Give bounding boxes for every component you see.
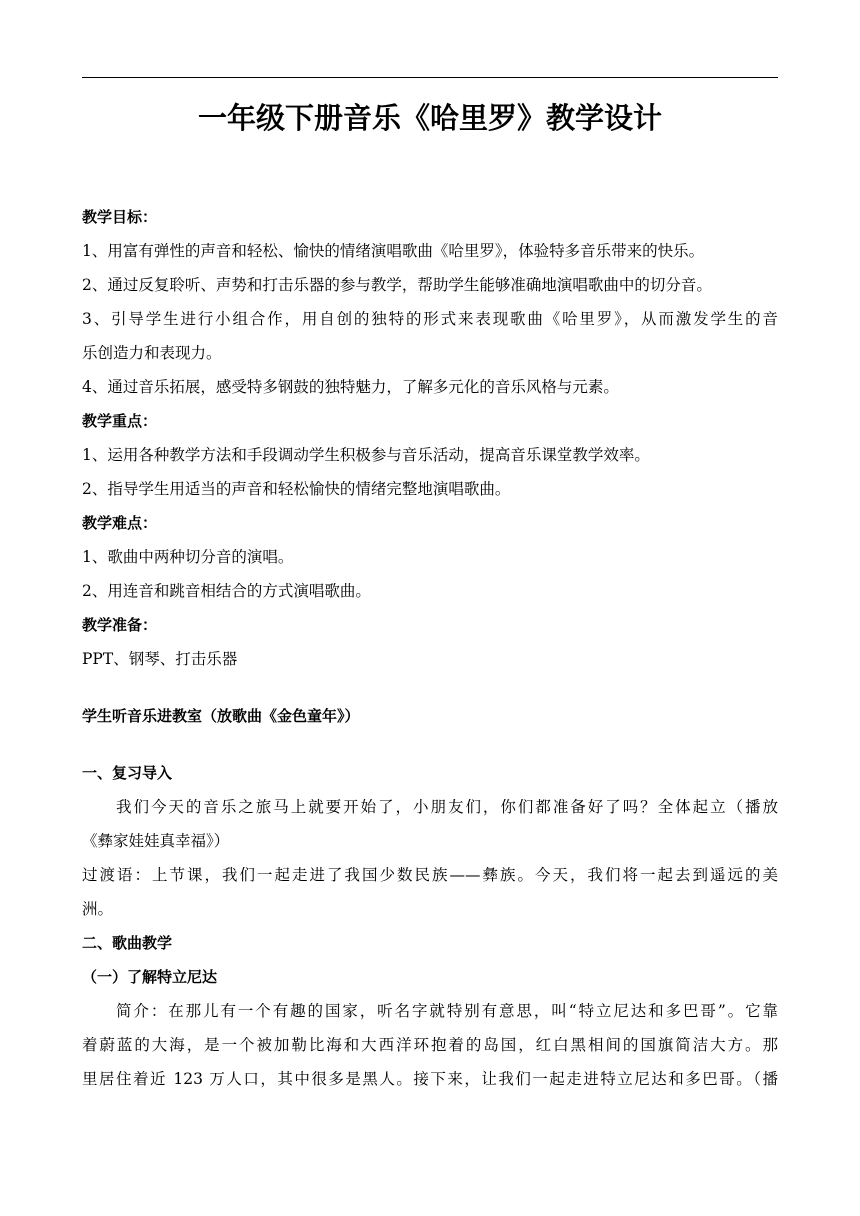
- header-rule: [82, 77, 778, 78]
- difficulties-heading: 教学难点：: [82, 514, 158, 532]
- difficulty-item-1: 1、歌曲中两种切分音的演唱。: [82, 548, 294, 566]
- section-1-heading: 一、复习导入: [82, 764, 173, 782]
- goal-item-4: 4、通过音乐拓展，感受特多钢鼓的独特魅力，了解多元化的音乐风格与元素。: [82, 378, 619, 396]
- goals-heading: 教学目标：: [82, 208, 158, 226]
- key-point-item-1: 1、运用各种教学方法和手段调动学生积极参与音乐活动，提高音乐课堂教学效率。: [82, 446, 650, 464]
- key-points-heading: 教学重点：: [82, 412, 158, 430]
- paragraph-line: 《彝家娃娃真幸福》）: [82, 832, 230, 850]
- preparation-heading: 教学准备：: [82, 616, 158, 634]
- goal-item-3-continued: 乐创造力和表现力。: [82, 344, 222, 362]
- paragraph-line: 里居住着近 123 万人口，其中很多是黑人。接下来，让我们一起走进特立尼达和多巴哥。（播: [82, 1070, 778, 1088]
- paragraph-line: 简介：在那儿有一个有趣的国家，听名字就特别有意思，叫“特立尼达和多巴哥”。它靠: [116, 1002, 778, 1020]
- subsection-1-heading: （一）了解特立尼达: [82, 968, 218, 986]
- paragraph-line: 着蔚蓝的大海，是一个被加勒比海和大西洋环抱着的岛国，红白黑相间的国旗简洁大方。那: [82, 1036, 778, 1054]
- preparation-text: PPT、钢琴、打击乐器: [82, 650, 238, 668]
- entry-heading: 学生听音乐进教室（放歌曲《金色童年》）: [82, 707, 360, 725]
- goal-item-2: 2、通过反复聆听、声势和打击乐器的参与教学，帮助学生能够准确地演唱歌曲中的切分音。: [82, 276, 712, 294]
- paragraph-line: 过渡语：上节课，我们一起走进了我国少数民族——彝族。今天，我们将一起去到遥远的美: [82, 866, 778, 884]
- spacer: [82, 676, 778, 699]
- spacer: [82, 733, 778, 756]
- paragraph-line: 洲。: [82, 900, 114, 918]
- key-point-item-2: 2、指导学生用适当的声音和轻松愉快的情绪完整地演唱歌曲。: [82, 480, 511, 498]
- section-1-paragraph: [82, 790, 778, 858]
- transition-paragraph: [82, 858, 778, 926]
- paragraph-line: 我们今天的音乐之旅马上就要开始了，小朋友们，你们都准备好了吗？全体起立（播放: [116, 798, 778, 816]
- section-2-heading: 二、歌曲教学: [82, 934, 173, 952]
- subsection-1-paragraph: [82, 994, 778, 1096]
- document-body: [82, 200, 778, 1096]
- goal-item-3: 3、引导学生进行小组合作，用自创的独特的形式来表现歌曲《哈里罗》，从而激发学生的音: [82, 310, 778, 328]
- difficulty-item-2: 2、用连音和跳音相结合的方式演唱歌曲。: [82, 582, 371, 600]
- goal-item-1: 1、用富有弹性的声音和轻松、愉快的情绪演唱歌曲《哈里罗》，体验特多音乐带来的快乐。: [82, 242, 705, 260]
- document-title: 一年级下册音乐《哈里罗》教学设计: [197, 101, 662, 135]
